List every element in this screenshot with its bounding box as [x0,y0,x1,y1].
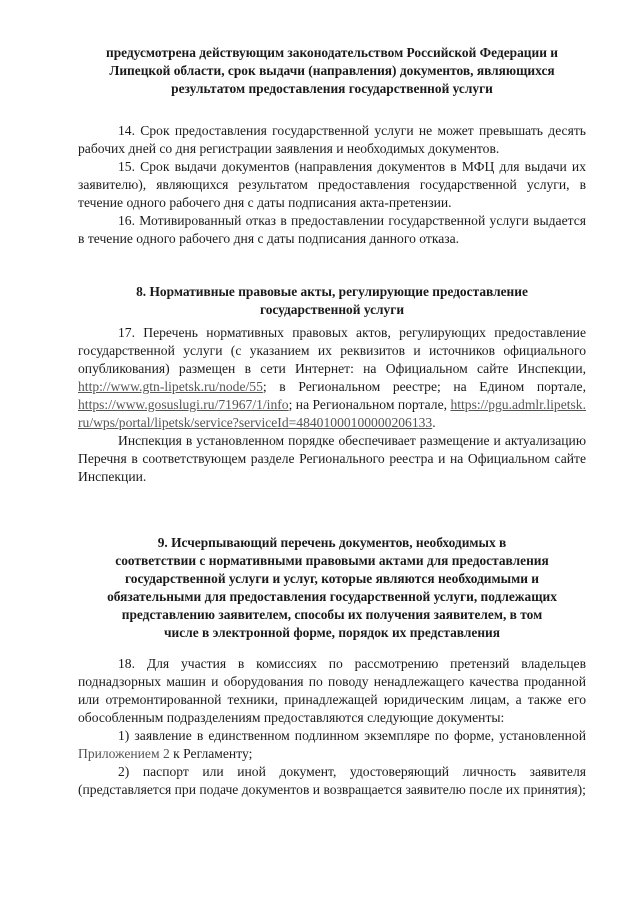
paragraph-18: 18. Для участия в комиссиях по рассмотрению претензий владельцев поднадзорных машин и оборудования по поводу ненадлежащего качества проданной или отремонтированной техники, принадлежащей юридическим лицам, а также его обособленным подразделениям предоставляются следующие документы: [78,656,586,725]
heading-section-9 [78,534,586,642]
item-1-text-a: 1) заявление в единственном подлинном экземпляре по форме, установленной [118,728,586,743]
link-regional-portal[interactable]: https://pgu.admlr.lipetsk.ru/wps/portal/lipetsk/service?serviceId=48401000100000206133 [78,397,586,430]
list-item-1 [78,727,586,763]
link-gosuslugi[interactable]: https://www.gosuslugi.ru/71967/1/info [78,397,289,412]
heading-9-line-4: обязательными для предоставления государственной услуги, подлежащих [107,589,557,604]
paragraph-15: 15. Срок выдачи документов (направления документов в МФЦ для выдачи их заявителю), являющихся результатом предоставления государственной услуги, в течение одного рабочего дня с даты подписания акта-претензии. [78,159,586,210]
heading-9-line-1: 9. Исчерпывающий перечень документов, необходимых в [157,535,507,550]
p17-text-2: ; в Региональном реестре; на Едином портале, [262,379,586,394]
heading-9-line-3: государственной услуги и услуг, которые являются необходимыми и [125,571,539,586]
section-7-body [78,122,586,248]
paragraph-14: 14. Срок предоставления государственной услуги не может превышать десять рабочих дней со дня регистрации заявления и необходимых документов. [78,123,586,156]
heading-9-line-2: соответствии с нормативными правовыми актами для предоставления [115,553,549,568]
section-8-body [78,324,586,486]
paragraph-17 [78,324,586,432]
item-1-text-b: к Регламенту; [169,746,253,761]
heading-top-line-1: предусмотрена действующим законодательством Российской Федерации и [105,45,558,60]
section-9-body [78,655,586,799]
p17-text-4: . [432,415,436,430]
link-gtn-lipetsk[interactable]: http://www.gtn-lipetsk.ru/node/55 [78,379,263,394]
link-appendix-2[interactable]: Приложением 2 [78,746,170,761]
p17-text-1: 17. Перечень нормативных правовых актов, регулирующих предоставление государственной услуги (с указанием их реквизитов и источников официального опубликования) размещен в сети Интернет: на Официальном сайте Инспекции, [78,325,586,376]
paragraph-inspection: Инспекция в установленном порядке обеспечивает размещение и актуализацию Перечня в соответствующем разделе Регионального реестра и на Официальном сайте Инспекции. [78,433,586,484]
heading-8-line-1: 8. Нормативные правовые акты, регулирующие предоставление [136,284,528,299]
paragraph-16: 16. Мотивированный отказ в предоставлении государственной услуги выдается в течение одного рабочего дня с даты подписания данного отказа. [78,213,586,246]
list-item-2: 2) паспорт или иной документ, удостоверяющий личность заявителя (представляется при подаче документов и возвращается заявителю после их принятия); [78,764,586,797]
heading-top-line-3: результатом предоставления государственной услуги [171,81,493,96]
heading-section-8 [78,283,586,319]
p17-text-3: ; на Региональном портале, [288,397,451,412]
heading-9-line-5: представлению заявителем, способы их получения заявителем, в том [121,607,543,622]
heading-9-line-6: числе в электронной форме, порядок их представления [163,625,500,640]
heading-top [78,44,586,98]
heading-8-line-2: государственной услуги [259,302,405,317]
heading-top-line-2: Липецкой области, срок выдачи (направления) документов, являющихся [109,63,555,78]
